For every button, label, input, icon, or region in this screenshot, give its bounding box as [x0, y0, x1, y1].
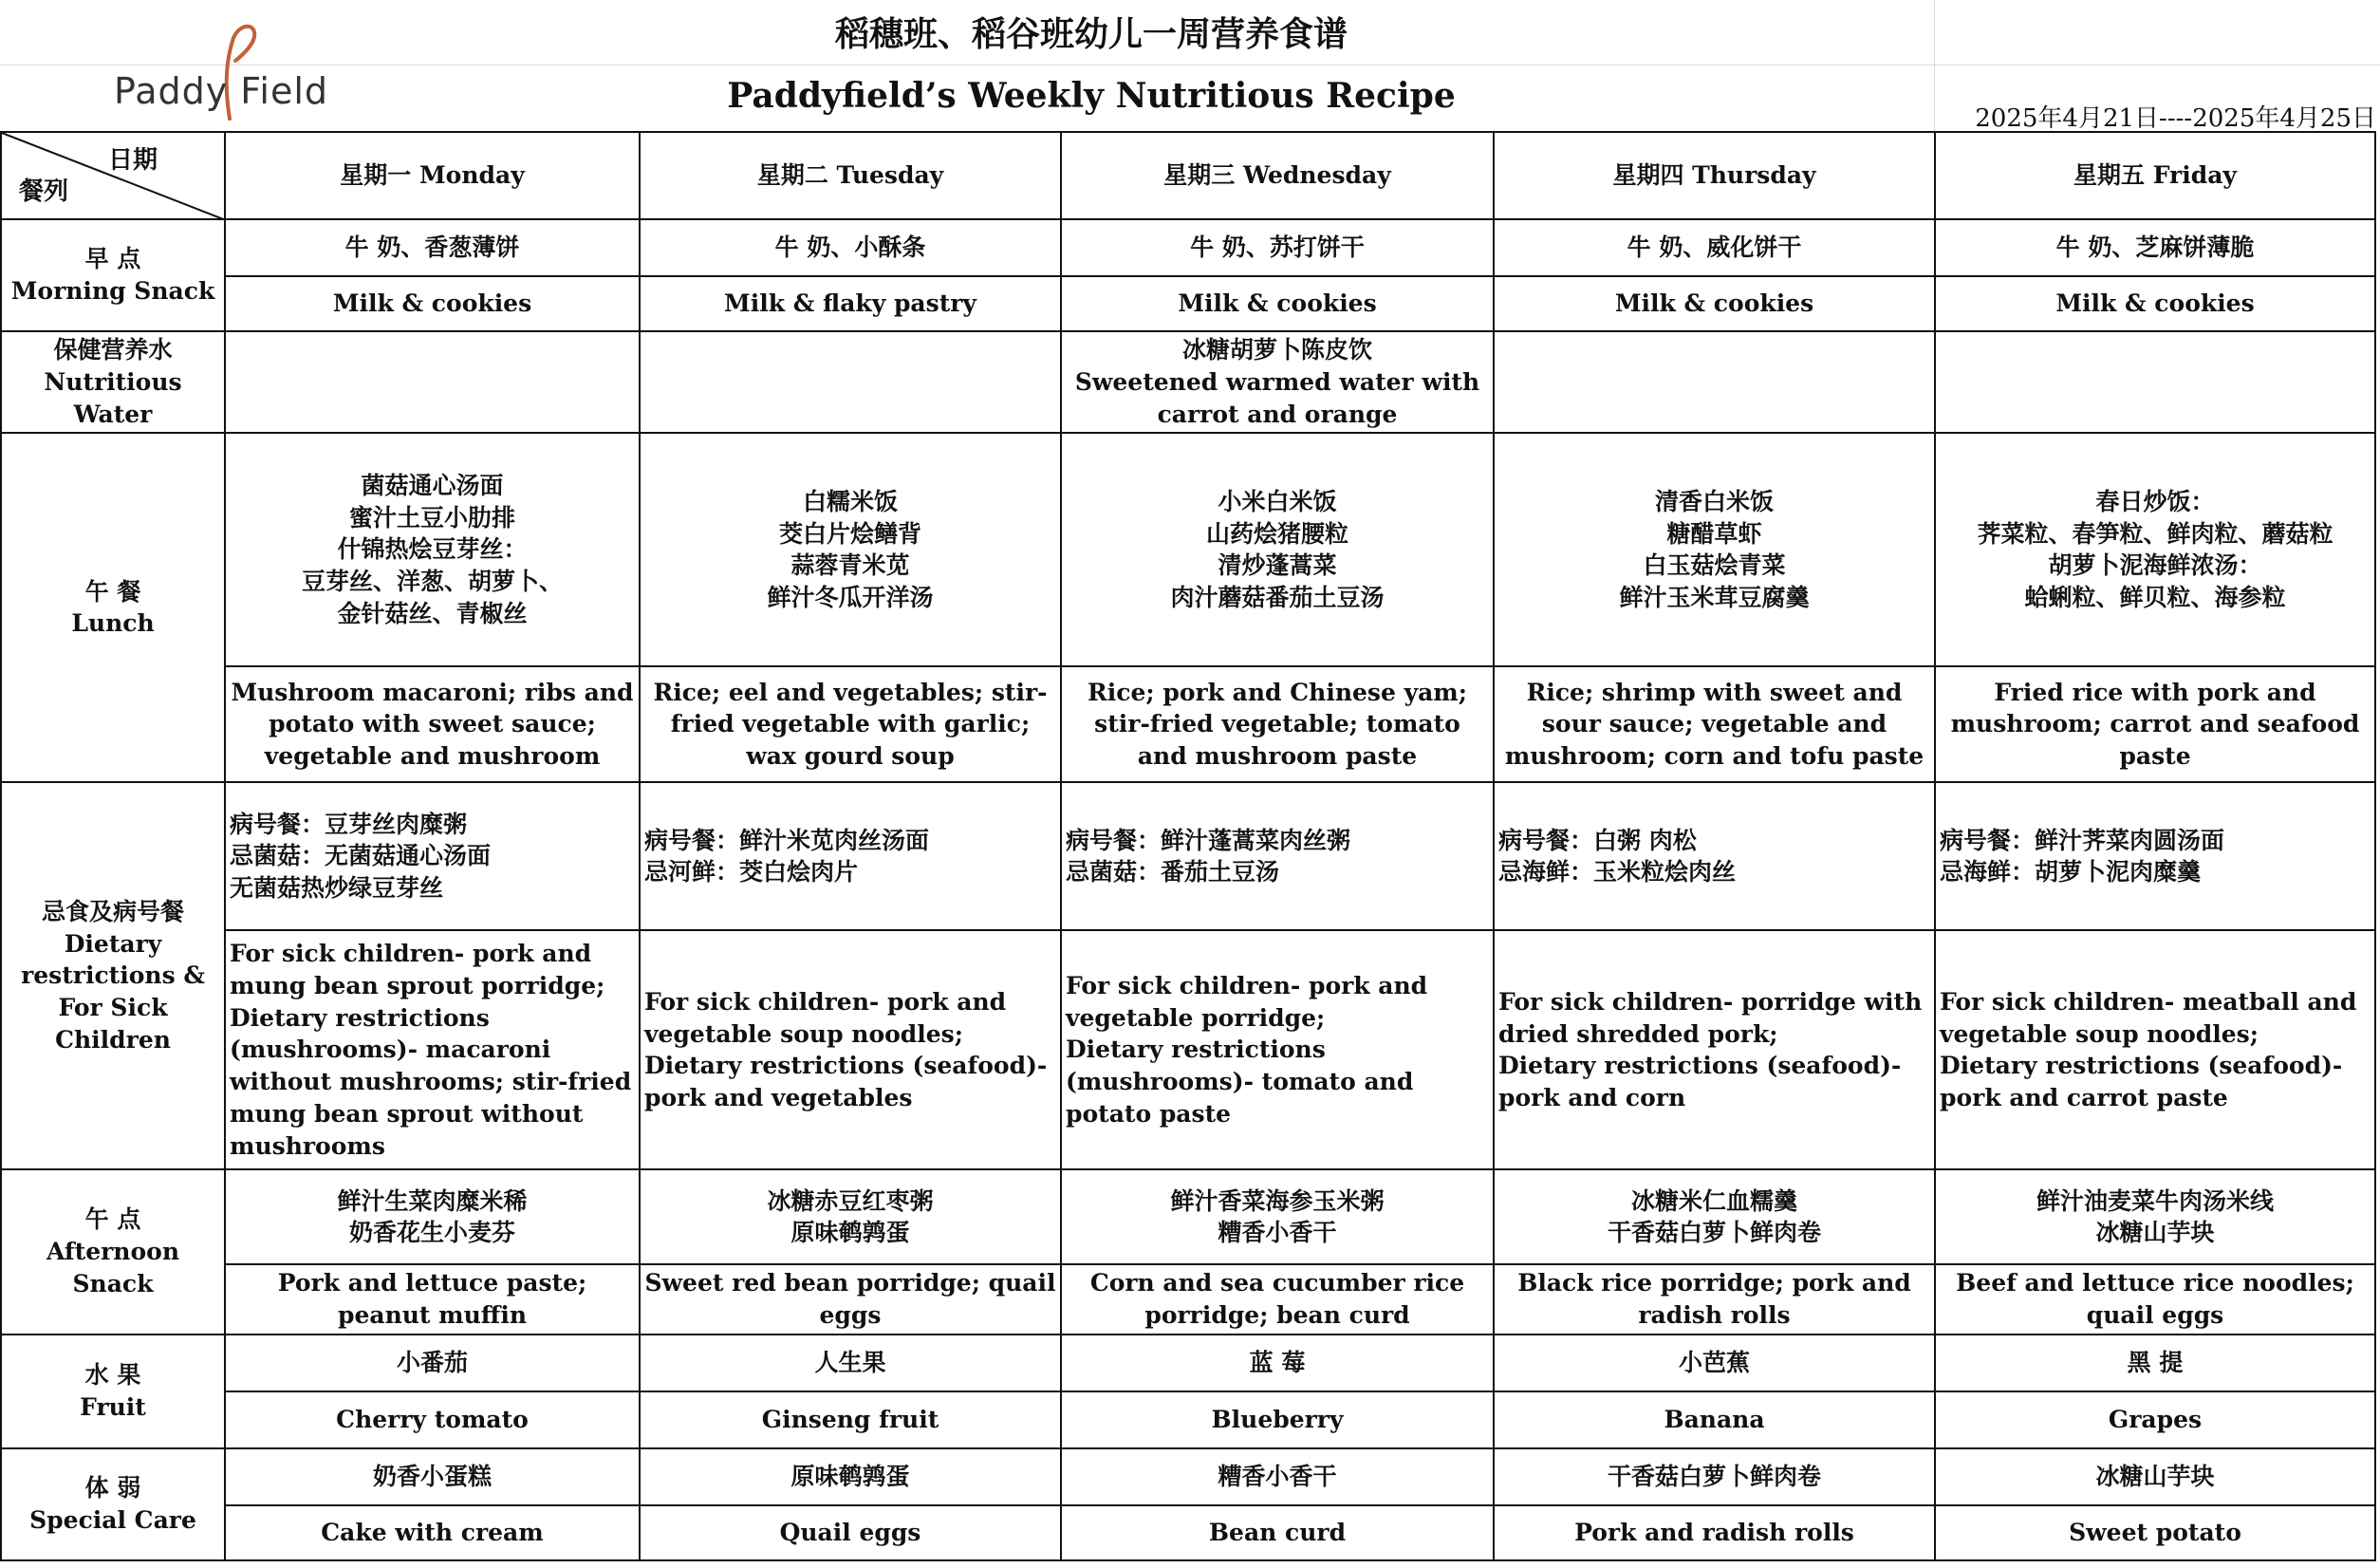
meal-label-cn: 体 弱	[84, 1474, 141, 1502]
menu-cell: Pork and lettuce paste; peanut muffin	[225, 1264, 640, 1335]
menu-cell: 冰糖米仁血糯羹 干香菇白萝卜鲜肉卷	[1494, 1169, 1935, 1264]
meal-label-special-care	[1, 1448, 225, 1560]
page-title-cn: 稻穗班、稻谷班幼儿一周营养食谱	[834, 14, 1348, 54]
menu-cell: Cake with cream	[225, 1505, 640, 1560]
menu-cell: 小番茄	[225, 1335, 640, 1391]
menu-cell: 牛 奶、威化饼干	[1494, 219, 1935, 276]
row-lunch-en	[1, 666, 2375, 782]
menu-cell: For sick children- porridge with dried shredded pork; Dietary restrictions (seafood)- pork and corn	[1494, 930, 1935, 1169]
menu-cell: Pork and radish rolls	[1494, 1505, 1935, 1560]
row-special-care	[1, 1448, 2375, 1505]
menu-cell: Milk & cookies	[225, 276, 640, 331]
menu-cell: For sick children- pork and mung bean sprout porridge; Dietary restrictions (mushrooms)- macaroni without mushrooms; stir-fried mung bean sprout without mushrooms	[225, 930, 640, 1169]
menu-cell: Blueberry	[1061, 1391, 1494, 1448]
meal-label-cn: 早 点	[84, 245, 141, 273]
meal-label-lunch	[1, 433, 225, 782]
menu-cell: 菌菇通心汤面 蜜汁土豆小肋排 什锦热烩豆芽丝： 豆芽丝、洋葱、胡萝卜、 金针菇丝、青椒丝	[225, 433, 640, 666]
menu-cell: Milk & cookies	[1935, 276, 2375, 331]
row-morning-snack-en	[1, 276, 2375, 331]
menu-cell: 病号餐：鲜汁荠菜肉圆汤面 忌海鲜：胡萝卜泥肉糜羹	[1935, 782, 2375, 930]
row-afternoon-snack-en	[1, 1264, 2375, 1335]
menu-cell: 病号餐：白粥 肉松 忌海鲜：玉米粒烩肉丝	[1494, 782, 1935, 930]
menu-cell: 病号餐：豆芽丝肉糜粥 忌菌菇：无菌菇通心汤面 无菌菇热炒绿豆芽丝	[225, 782, 640, 930]
menu-cell	[640, 331, 1061, 433]
date-range: 2025年4月21日----2025年4月25日	[1975, 104, 2376, 133]
menu-cell	[1935, 331, 2375, 433]
menu-cell: 牛 奶、小酥条	[640, 219, 1061, 276]
day-header-thursday: 星期四 Thursday	[1494, 132, 1935, 219]
menu-cell: 春日炒饭： 荠菜粒、春笋粒、鲜肉粒、蘑菇粒 胡萝卜泥海鲜浓汤： 蛤蜊粒、鲜贝粒、海参粒	[1935, 433, 2375, 666]
meal-label-nutritious-water	[1, 331, 225, 433]
menu-cell: 蓝 莓	[1061, 1335, 1494, 1391]
menu-cell: 干香菇白萝卜鲜肉卷	[1494, 1448, 1935, 1505]
menu-cell: 病号餐：鲜汁蓬蒿菜肉丝粥 忌菌菇：番茄土豆汤	[1061, 782, 1494, 930]
menu-cell: Beef and lettuce rice noodles; quail eggs	[1935, 1264, 2375, 1335]
meal-label-en: Afternoon Snack	[46, 1238, 180, 1297]
meal-label-en: Fruit	[80, 1392, 146, 1421]
menu-cell	[225, 331, 640, 433]
menu-cell: For sick children- pork and vegetable soup noodles; Dietary restrictions (seafood)- pork and vegetables	[640, 930, 1061, 1169]
meal-label-cn: 午 餐	[84, 577, 141, 606]
menu-cell: Milk & flaky pastry	[640, 276, 1061, 331]
menu-cell: Milk & cookies	[1061, 276, 1494, 331]
menu-cell: Fried rice with pork and mushroom; carrot and seafood paste	[1935, 666, 2375, 782]
meal-label-dietary	[1, 782, 225, 1169]
row-fruit-en	[1, 1391, 2375, 1448]
meal-label-cn: 午 点	[84, 1205, 141, 1234]
menu-cell: Mushroom macaroni; ribs and potato with sweet sauce; vegetable and mushroom	[225, 666, 640, 782]
day-header-monday: 星期一 Monday	[225, 132, 640, 219]
menu-cell: 牛 奶、芝麻饼薄脆	[1935, 219, 2375, 276]
day-header-wednesday: 星期三 Wednesday	[1061, 132, 1494, 219]
menu-cell: 牛 奶、苏打饼干	[1061, 219, 1494, 276]
menu-cell: For sick children- meatball and vegetable soup noodles; Dietary restrictions (seafood)- pork and carrot paste	[1935, 930, 2375, 1169]
meal-label-en: Morning Snack	[10, 277, 215, 305]
menu-cell: For sick children- pork and vegetable porridge; Dietary restrictions (mushrooms)- tomato and potato paste	[1061, 930, 1494, 1169]
menu-cell: 原味鹌鹑蛋	[640, 1448, 1061, 1505]
menu-cell: Rice; shrimp with sweet and sour sauce; vegetable and mushroom; corn and tofu paste	[1494, 666, 1935, 782]
menu-cell: 鲜汁香菜海参玉米粥 糟香小香干	[1061, 1169, 1494, 1264]
menu-cell: 病号餐：鲜汁米苋肉丝汤面 忌河鲜：茭白烩肉片	[640, 782, 1061, 930]
menu-cell: 小芭蕉	[1494, 1335, 1935, 1391]
menu-cell: Banana	[1494, 1391, 1935, 1448]
menu-cell: 人生果	[640, 1335, 1061, 1391]
corner-meal-label: 餐列	[19, 177, 69, 206]
menu-cell: Rice; pork and Chinese yam; stir-fried vegetable; tomato and mushroom paste	[1061, 666, 1494, 782]
menu-cell: 奶香小蛋糕	[225, 1448, 640, 1505]
meal-label-fruit	[1, 1335, 225, 1448]
row-dietary	[1, 782, 2375, 930]
meal-label-en: Nutritious Water	[44, 367, 182, 428]
meal-label-cn: 水 果	[84, 1361, 141, 1389]
day-header-tuesday: 星期二 Tuesday	[640, 132, 1061, 219]
meal-label-cn: 保健营养水	[53, 336, 173, 364]
menu-cell: 冰糖山芋块	[1935, 1448, 2375, 1505]
meal-label-morning-snack	[1, 219, 225, 331]
menu-table	[0, 131, 2376, 1561]
menu-cell: Cherry tomato	[225, 1391, 640, 1448]
menu-cell: Bean curd	[1061, 1505, 1494, 1560]
menu-cell: 鲜汁油麦菜牛肉汤米线 冰糖山芋块	[1935, 1169, 2375, 1264]
menu-cell: Grapes	[1935, 1391, 2375, 1448]
row-fruit	[1, 1335, 2375, 1391]
menu-cell: 牛 奶、香葱薄饼	[225, 219, 640, 276]
menu-cell: 黑 提	[1935, 1335, 2375, 1391]
document-header	[0, 0, 2380, 131]
menu-cell: 白糯米饭 茭白片烩鳝背 蒜蓉青米苋 鲜汁冬瓜开洋汤	[640, 433, 1061, 666]
menu-cell: Ginseng fruit	[640, 1391, 1061, 1448]
menu-cell: 鲜汁生菜肉糜米稀 奶香花生小麦芬	[225, 1169, 640, 1264]
menu-cell: Quail eggs	[640, 1505, 1061, 1560]
row-nutritious-water	[1, 331, 2375, 433]
row-morning-snack	[1, 219, 2375, 276]
menu-cell	[1494, 331, 1935, 433]
menu-cell: Sweet red bean porridge; quail eggs	[640, 1264, 1061, 1335]
paddy-field-logo	[104, 11, 351, 125]
row-special-care-en	[1, 1505, 2375, 1560]
menu-cell: Rice; eel and vegetables; stir-fried vegetable with garlic; wax gourd soup	[640, 666, 1061, 782]
menu-cell: 冰糖胡萝卜陈皮饮 Sweetened warmed water with carrot and orange	[1061, 331, 1494, 433]
row-lunch	[1, 433, 2375, 666]
row-dietary-en	[1, 930, 2375, 1169]
menu-cell: 小米白米饭 山药烩猪腰粒 清炒蓬蒿菜 肉汁蘑菇番茄土豆汤	[1061, 433, 1494, 666]
meal-label-afternoon-snack	[1, 1169, 225, 1335]
menu-cell: 糟香小香干	[1061, 1448, 1494, 1505]
day-header-friday: 星期五 Friday	[1935, 132, 2375, 219]
meal-label-en: Lunch	[71, 609, 155, 638]
menu-cell: Corn and sea cucumber rice porridge; bean curd	[1061, 1264, 1494, 1335]
meal-label-en: Dietary restrictions & For Sick Children	[21, 929, 205, 1054]
menu-cell: Sweet potato	[1935, 1505, 2375, 1560]
meal-label-en: Special Care	[29, 1505, 196, 1534]
corner-date-label: 日期	[107, 146, 158, 175]
table-header-row	[1, 132, 2375, 219]
menu-cell: 冰糖赤豆红枣粥 原味鹌鹑蛋	[640, 1169, 1061, 1264]
meal-label-cn: 忌食及病号餐	[41, 897, 184, 925]
logo-text: Paddy Field	[114, 70, 329, 112]
corner-cell	[1, 132, 225, 219]
page-title-en: Paddyfield’s Weekly Nutritious Recipe	[727, 76, 1456, 116]
menu-cell: 清香白米饭 糖醋草虾 白玉菇烩青菜 鲜汁玉米茸豆腐羹	[1494, 433, 1935, 666]
menu-cell: Black rice porridge; pork and radish rolls	[1494, 1264, 1935, 1335]
row-afternoon-snack	[1, 1169, 2375, 1264]
menu-cell: Milk & cookies	[1494, 276, 1935, 331]
